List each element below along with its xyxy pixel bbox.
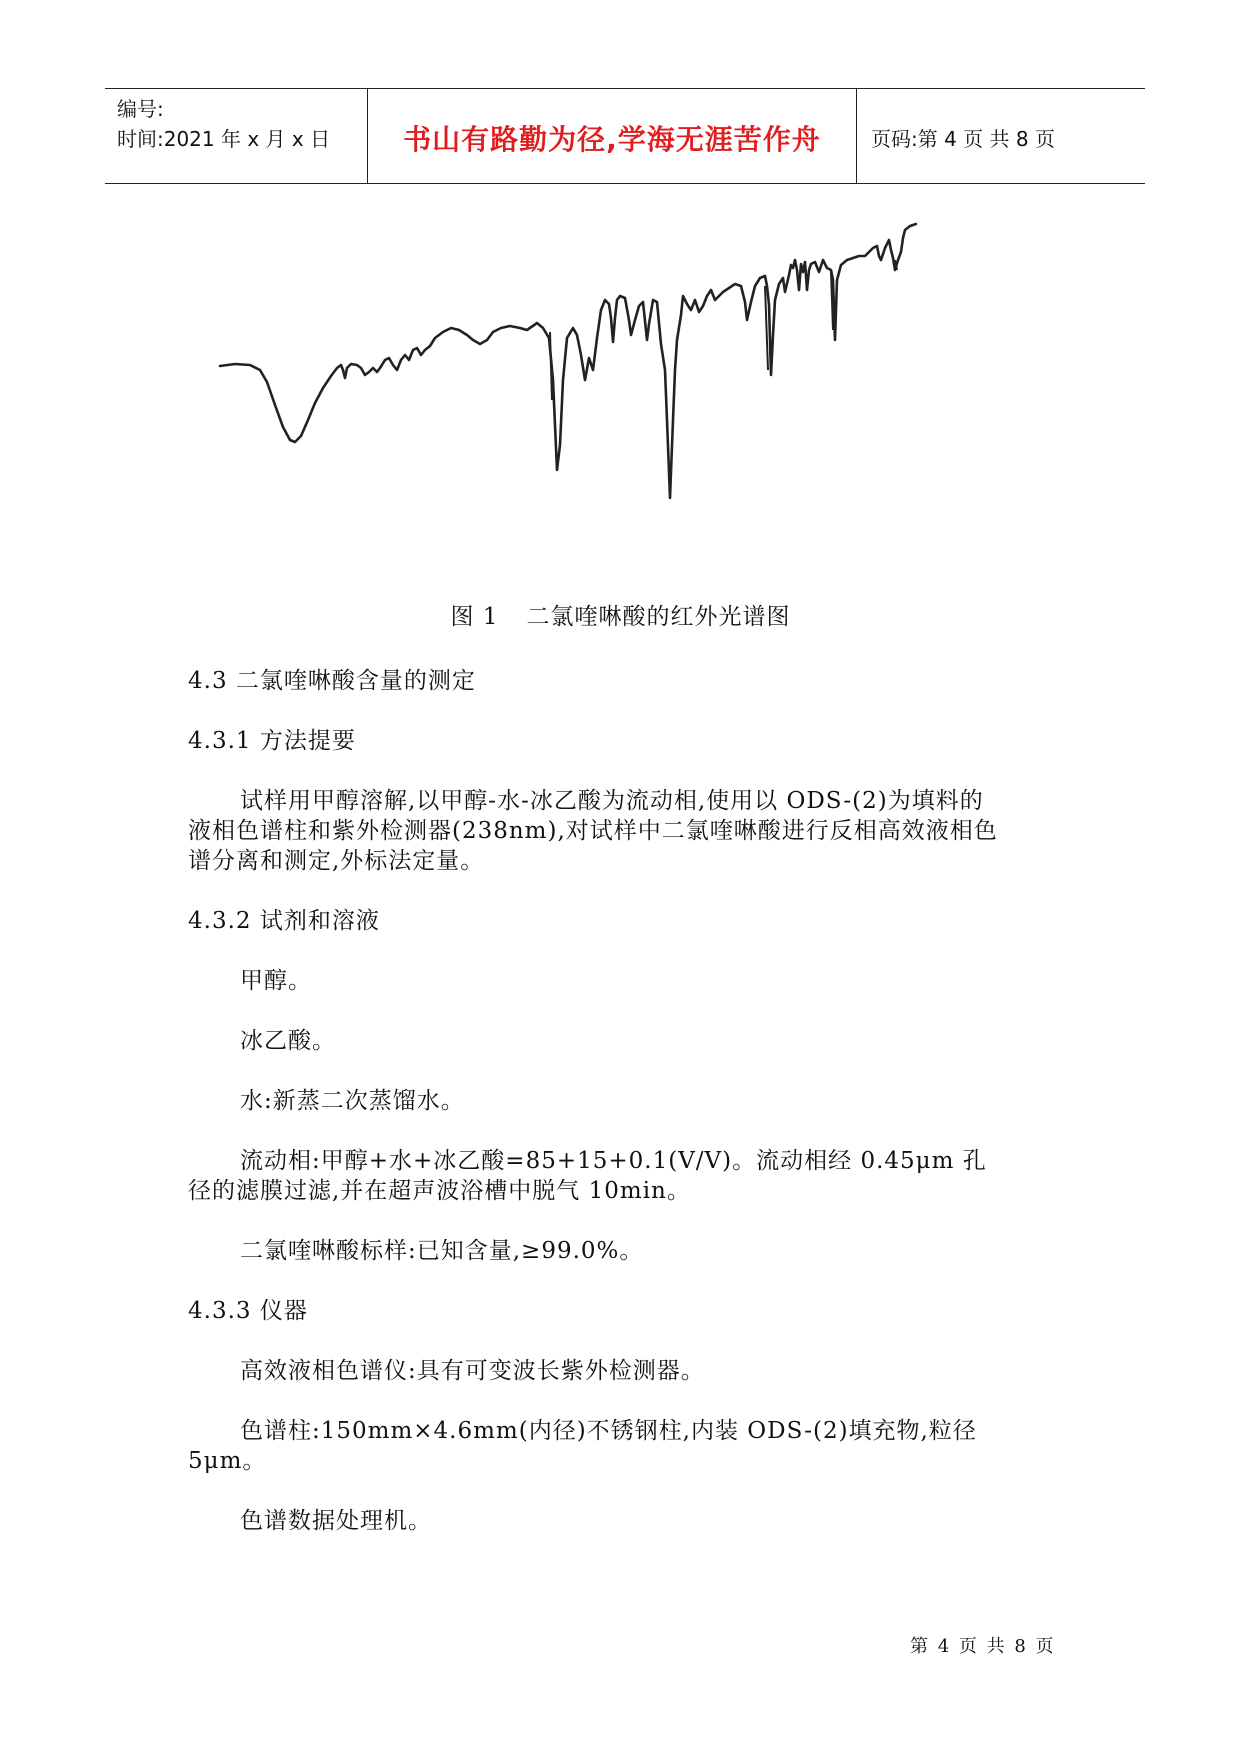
page-header bbox=[105, 88, 1145, 184]
page-footer-number: 第 4 页 共 8 页 bbox=[910, 1636, 1056, 1657]
header-page-number: 页码:第 4 页 共 8 页 bbox=[871, 127, 1055, 151]
method-paragraph-line-2: 液相色谱柱和紫外检测器(238nm),对试样中二氯喹啉酸进行反相高效液相色 bbox=[188, 818, 998, 844]
instrument-hplc: 高效液相色谱仪:具有可变波长紫外检测器。 bbox=[240, 1358, 705, 1384]
section-heading-4-3: 4.3 二氯喹啉酸含量的测定 bbox=[188, 668, 476, 694]
reagent-acetic-acid: 冰乙酸。 bbox=[240, 1028, 336, 1054]
section-heading-4-3-1: 4.3.1 方法提要 bbox=[188, 728, 356, 754]
instrument-column-line-2: 5μm。 bbox=[188, 1448, 267, 1474]
document-date-label: 时间:2021 年 x 月 x 日 bbox=[117, 127, 331, 151]
document-number-label: 编号: bbox=[117, 97, 164, 121]
mobile-phase-line-1: 流动相:甲醇+水+冰乙酸=85+15+0.1(V/V)。流动相经 0.45μm 孔 bbox=[240, 1148, 987, 1174]
method-paragraph-line-3: 谱分离和测定,外标法定量。 bbox=[188, 848, 485, 874]
reagent-methanol: 甲醇。 bbox=[240, 968, 312, 994]
method-paragraph-line-1: 试样用甲醇溶解,以甲醇-水-冰乙酸为流动相,使用以 ODS-(2)为填料的 bbox=[240, 788, 984, 814]
standard-sample: 二氯喹啉酸标样:已知含量,≥99.0%。 bbox=[240, 1238, 644, 1264]
figure-caption bbox=[0, 598, 1241, 631]
ir-spectrum-figure bbox=[205, 220, 1035, 565]
instrument-column-line-1: 色谱柱:150mm×4.6mm(内径)不锈钢柱,内装 ODS-(2)填充物,粒径 bbox=[240, 1418, 977, 1444]
figure-caption-text: 二氯喹啉酸的红外光谱图 bbox=[526, 604, 791, 630]
header-page-cell bbox=[857, 89, 1145, 183]
mobile-phase-line-2: 径的滤膜过滤,并在超声波浴槽中脱气 10min。 bbox=[188, 1178, 691, 1204]
ir-spectrum-peak-detail bbox=[550, 260, 897, 400]
section-heading-4-3-3: 4.3.3 仪器 bbox=[188, 1298, 308, 1324]
reagent-water: 水:新蒸二次蒸馏水。 bbox=[240, 1088, 465, 1114]
figure-caption-label: 图 1 bbox=[450, 604, 499, 630]
header-meta-cell bbox=[105, 89, 368, 183]
header-motto-cell bbox=[368, 89, 857, 183]
instrument-data-processor: 色谱数据处理机。 bbox=[240, 1508, 432, 1534]
ir-spectrum-curve bbox=[220, 224, 916, 498]
header-motto: 书山有路勤为径,学海无涯苦作舟 bbox=[403, 123, 821, 156]
section-heading-4-3-2: 4.3.2 试剂和溶液 bbox=[188, 908, 380, 934]
